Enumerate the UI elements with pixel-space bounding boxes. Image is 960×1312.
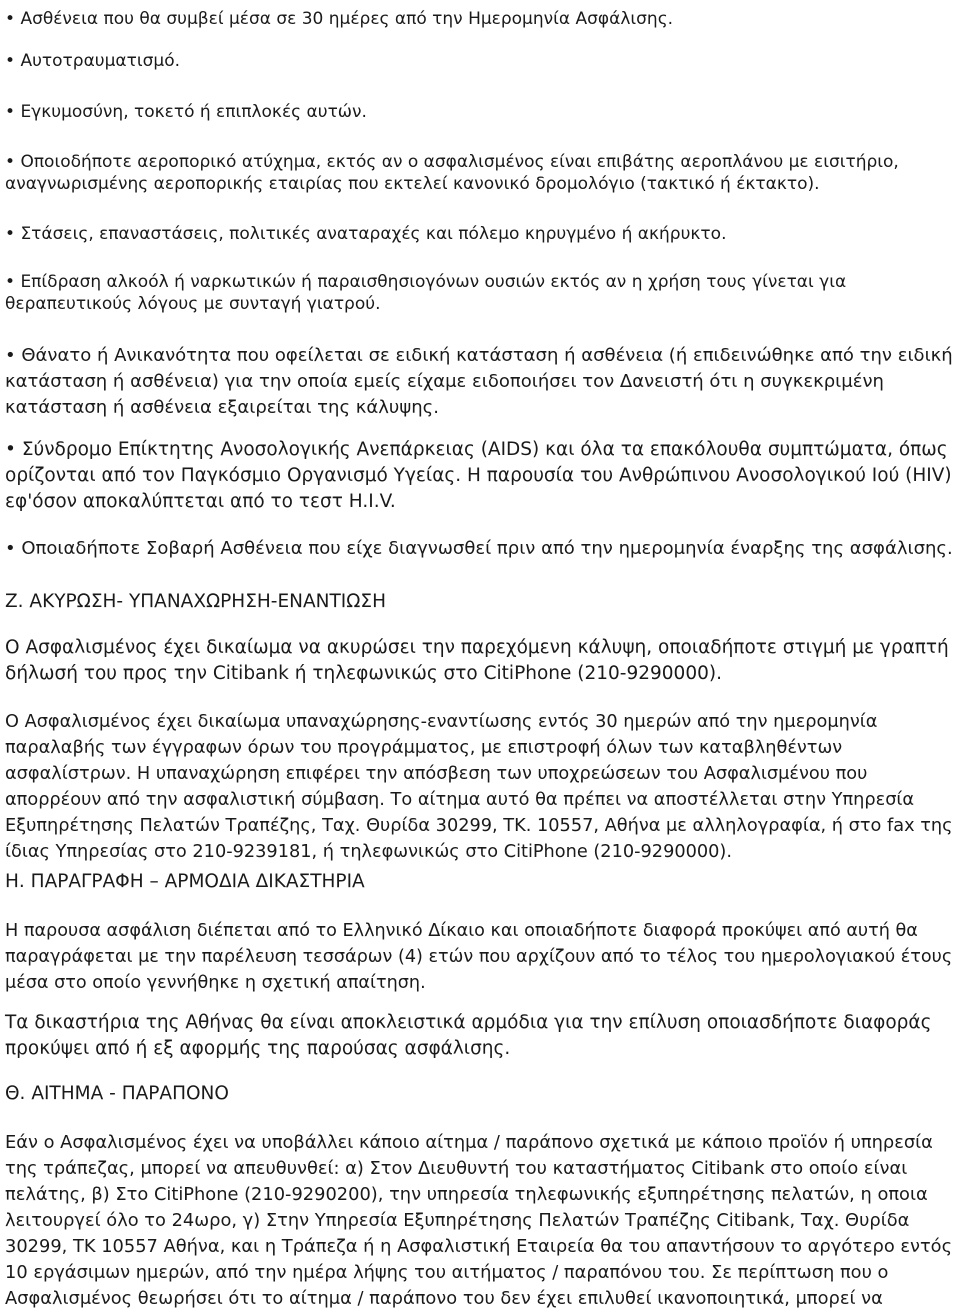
paragraph: Ο Ασφαλισμένος έχει δικαίωμα υπαναχώρησης-εναντίωσης εντός 30 ημερών από την ημερομηνία παραλαβής των έγγραφων όρων του προγράμματος, με επιστροφή όλων των καταβληθέντων ασφαλίστρων. Η υπαναχώρηση επιφέρει την απόσβεση των υποχρεώσεων του Ασφαλισμένου που απορρέουν από την ασφαλιστική σύμβαση. Το αίτημα αυτό θα πρέπει να αποστέλλεται στην Υπηρεσία Εξυπηρέτησης Πελατών Τραπέζης, Ταχ. Θυρίδα 30299, ΤΚ. 10557, Αθήνα με αλληλογραφία, ή στο fax της ίδιας Υπηρεσίας στο 210-9239181, ή τηλεφωνικώς στο CitiPhone (210-9290000). (5, 712, 953, 862)
section-heading: Ζ. ΑΚΥΡΩΣΗ- ΥΠΑΝΑΧΩΡΗΣΗ-ΕΝΑΝΤΙΩΣΗ (5, 591, 387, 612)
bullet-item (5, 437, 950, 515)
bullet-mark: • (5, 152, 16, 172)
paragraph: Τα δικαστήρια της Αθήνας θα είναι αποκλειστικά αρμόδια για την επίλυση οποιασδήποτε διαφοράς προκύψει από ή εξ αφορμής της παρούσας ασφάλισης. (5, 1012, 932, 1059)
bullet-mark: • (5, 538, 16, 559)
bullet-item (5, 8, 950, 30)
bullet-line: • Θάνατο ή Ανικανότητα που οφείλεται σε ειδική κατάσταση ή ασθένεια (ή επιδεινώθηκε από την ειδική (5, 345, 953, 366)
paragraph: Η παρουσα ασφάλιση διέπεται από το Ελληνικό Δίκαιο και οποιαδήποτε διαφορά προκύψει από αυτή θα παραγράφεται με την παρέλευση τεσσάρων (4) ετών που αρχίζουν από το τέλος του ημερολογιακού έτους μέσα στο οποίο γεννήθηκε η σχετική απαίτηση. (5, 921, 953, 993)
bullet-item (5, 536, 953, 562)
bullet-mark: • (5, 224, 16, 244)
bullet-mark: • (5, 9, 16, 29)
bullet-line: • Ασθένεια που θα συμβεί μέσα σε 30 ημέρες από την Ημερομηνία Ασφάλισης. (5, 9, 674, 29)
section-heading: Η. ΠΑΡΑΓΡΑΦΗ – ΑΡΜΟΔΙΑ ΔΙΚΑΣΤΗΡΙΑ (5, 871, 365, 892)
bullet-line: • Εγκυμοσύνη, τοκετό ή επιπλοκές αυτών. (5, 102, 367, 122)
bullet-line: εφ'όσον αποκαλύπτεται από το τεστ H.I.V. (5, 491, 396, 512)
bullet-line: ορίζονται από τον Παγκόσμιο Οργανισμό Υγείας. Η παρουσία του Ανθρώπινου Ανοσολογικού Ιού (HIV) (5, 465, 952, 486)
bullet-mark: • (5, 102, 16, 122)
bullet-line: • Οποιαδήποτε Σοβαρή Ασθένεια που είχε διαγνωσθεί πριν από την ημερομηνία έναρξης της ασφάλισης. (5, 538, 953, 559)
bullet-mark: • (5, 51, 16, 71)
paragraph: Εάν ο Ασφαλισμένος έχει να υποβάλλει κάποιο αίτημα / παράπονο σχετικά με κάποιο προϊόν ή υπηρεσία της τράπεζας, μπορεί να απευθυνθεί: α) Στον Διευθυντή του καταστήματος Citibank στο οποίο είναι πελάτης, β) Στο CitiPhone (210-9290200), την υπηρεσία τηλεφωνικής εξυπηρέτησης πελατών, η οποια λειτουργεί όλο το 24ωρο, γ) Στην Υπηρεσία Εξυπηρέτησης Πελατών Τραπέζης Citibank, Ταχ. Θυρίδα 30299, ΤΚ 10557 Αθήνα, και η Τράπεζα ή η Ασφαλιστική Εταιρεία θα του απαντήσουν το αργότερο εντός 10 εργάσιμων ημερών, από την ημέρα λήψης του αιτήματος / παραπόνου του. Σε περίπτωση που ο Ασφαλισμένος θεωρήσει ότι το αίτημα / παράπονο του δεν έχει επιλυθεί ικανοποιητικά, μπορεί να (5, 1132, 953, 1309)
bullet-line: • Στάσεις, επαναστάσεις, πολιτικές αναταραχές και πόλεμο κηρυγμένο ή ακήρυκτο. (5, 224, 727, 244)
bullet-item (5, 101, 950, 123)
paragraph: Ο Ασφαλισμένος έχει δικαίωμα να ακυρώσει την παρεχόμενη κάλυψη, οποιαδήποτε στιγμή με γραπτή δήλωσή του προς την Citibank ή τηλεφωνικώς στο CitiPhone (210-9290000). (5, 637, 949, 684)
bullet-item (5, 271, 950, 315)
bullet-mark: • (5, 439, 16, 460)
section-heading: Θ. ΑΙΤΗΜΑ - ΠΑΡΑΠΟΝΟ (5, 1083, 229, 1104)
bullet-item (5, 223, 950, 245)
bullet-mark: • (5, 272, 16, 292)
bullet-line: κατάσταση ή ασθένεια) για την οποία εμείς είχαμε ειδοποιήσει τον Δανειστή ότι η συγκεκριμένη (5, 371, 884, 392)
bullet-item (5, 151, 950, 195)
bullet-item (5, 343, 953, 421)
bullet-line: • Οποιοδήποτε αεροπορικό ατύχημα, εκτός αν ο ασφαλισμένος είναι επιβάτης αεροπλάνου με εισιτήριο, (5, 152, 899, 172)
bullet-line: αναγνωρισμένης αεροπορικής εταιρίας που εκτελεί κανονικό δρομολόγιο (τακτικό ή έκτακτο). (5, 174, 820, 194)
bullet-line: • Επίδραση αλκοόλ ή ναρκωτικών ή παραισθησιογόνων ουσιών εκτός αν η χρήση τους γίνεται για (5, 272, 847, 292)
bullet-line: θεραπευτικούς λόγους με συνταγή γιατρού. (5, 294, 381, 314)
bullet-line: • Σύνδρομο Επίκτητης Ανοσολογικής Ανεπάρκειας (AIDS) και όλα τα επακόλουθα συμπτώματα, όπως (5, 439, 948, 460)
bullet-line: κατάσταση ή ασθένεια εξαιρείται της κάλυψης. (5, 397, 439, 418)
bullet-mark: • (5, 345, 16, 366)
bullet-line: • Αυτοτραυματισμό. (5, 51, 181, 71)
bullet-item (5, 50, 950, 72)
